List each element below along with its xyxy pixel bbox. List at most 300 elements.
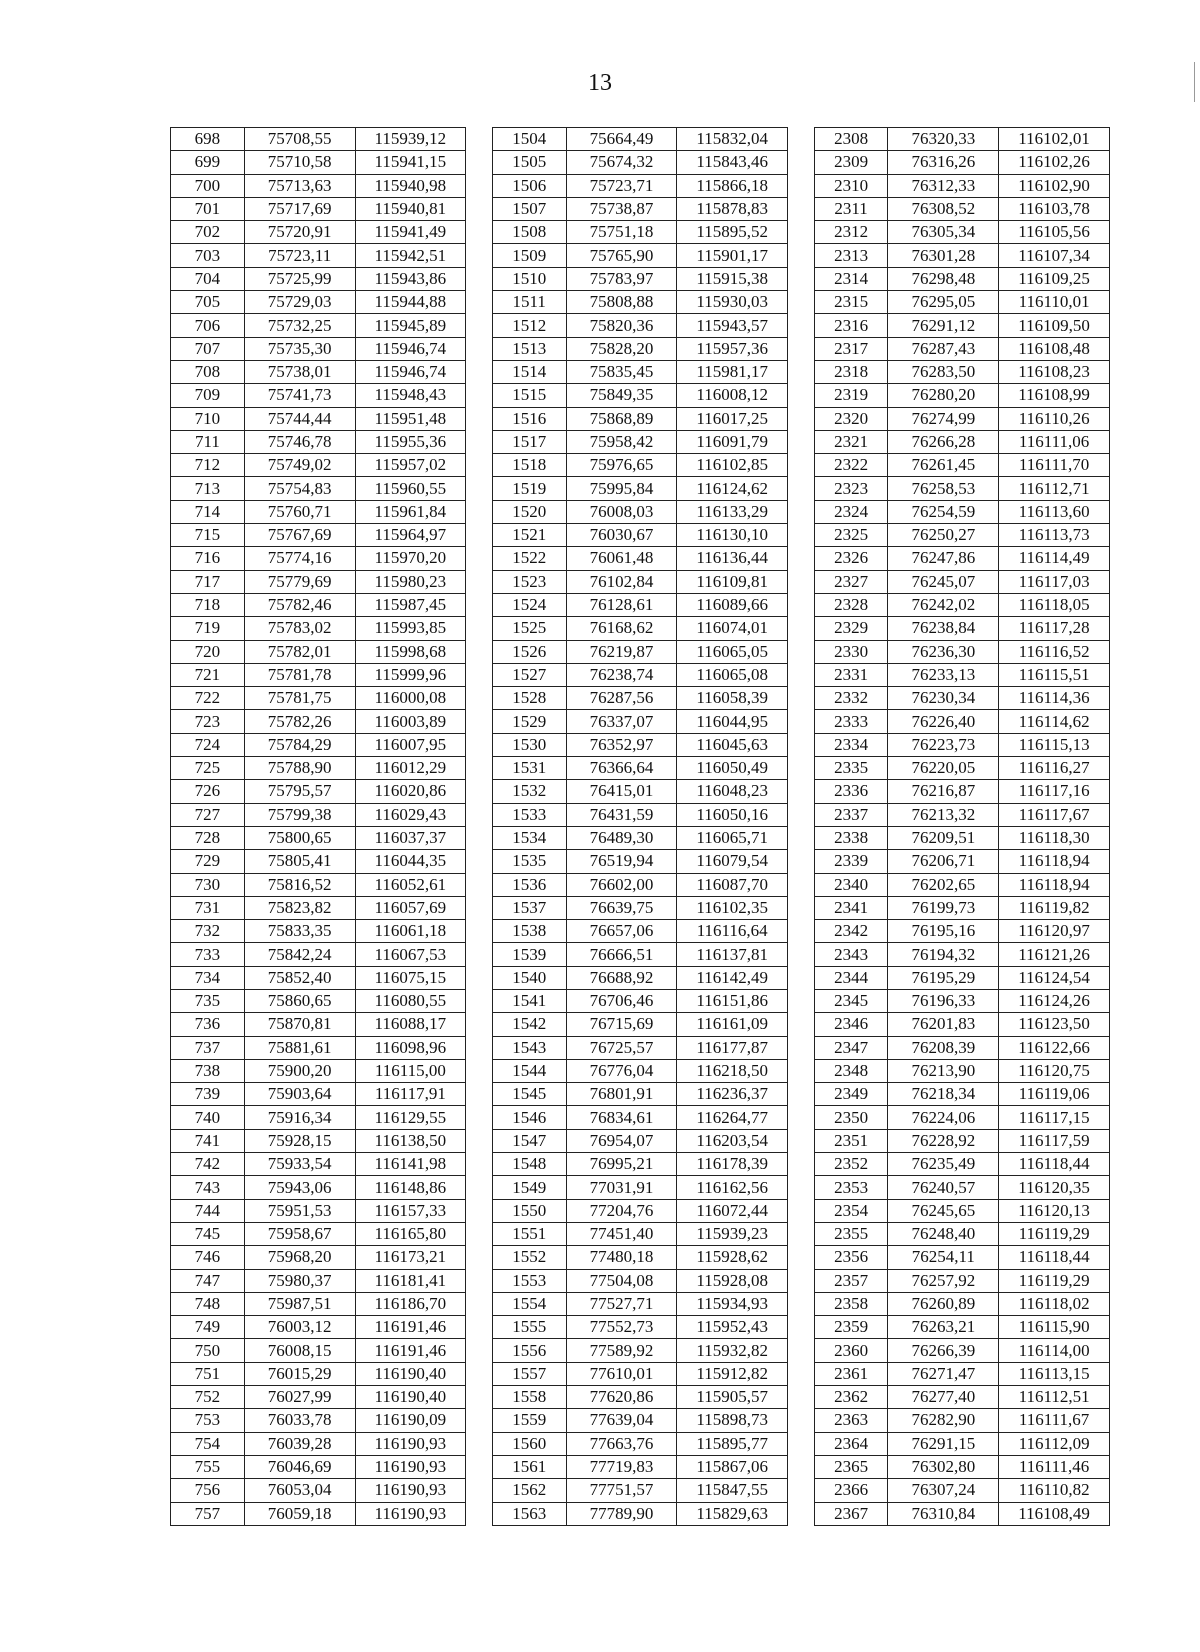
column-gap (788, 1013, 815, 1036)
x-coordinate-cell: 77610,01 (566, 1362, 677, 1385)
column-gap (788, 873, 815, 896)
y-coordinate-cell: 116113,60 (999, 500, 1110, 523)
x-coordinate-cell: 76208,39 (888, 1036, 999, 1059)
y-coordinate-cell: 116119,06 (999, 1083, 1110, 1106)
table-row (171, 267, 1110, 290)
y-coordinate-cell: 116178,39 (677, 1153, 788, 1176)
x-coordinate-cell: 76834,61 (566, 1106, 677, 1129)
y-coordinate-cell: 115847,55 (677, 1479, 788, 1502)
column-gap (788, 407, 815, 430)
point-number-cell: 2322 (814, 454, 888, 477)
table-row (171, 593, 1110, 616)
column-gap (466, 197, 493, 220)
column-gap (466, 943, 493, 966)
x-coordinate-cell: 76287,56 (566, 687, 677, 710)
point-number-cell: 711 (171, 430, 245, 453)
point-number-cell: 1530 (492, 733, 566, 756)
point-number-cell: 703 (171, 244, 245, 267)
point-number-cell: 2334 (814, 733, 888, 756)
y-coordinate-cell: 116120,97 (999, 920, 1110, 943)
y-coordinate-cell: 116112,09 (999, 1432, 1110, 1455)
x-coordinate-cell: 76216,87 (888, 780, 999, 803)
point-number-cell: 2350 (814, 1106, 888, 1129)
y-coordinate-cell: 116089,66 (677, 593, 788, 616)
x-coordinate-cell: 75767,69 (244, 524, 355, 547)
x-coordinate-cell: 75842,24 (244, 943, 355, 966)
table-row (171, 687, 1110, 710)
table-row (171, 1153, 1110, 1176)
column-gap (788, 1269, 815, 1292)
x-coordinate-cell: 76219,87 (566, 640, 677, 663)
point-number-cell: 2360 (814, 1339, 888, 1362)
point-number-cell: 2314 (814, 267, 888, 290)
column-gap (788, 314, 815, 337)
point-number-cell: 712 (171, 454, 245, 477)
x-coordinate-cell: 76271,47 (888, 1362, 999, 1385)
point-number-cell: 1554 (492, 1292, 566, 1315)
point-number-cell: 2328 (814, 593, 888, 616)
point-number-cell: 2329 (814, 617, 888, 640)
y-coordinate-cell: 116118,30 (999, 826, 1110, 849)
point-number-cell: 733 (171, 943, 245, 966)
point-number-cell: 708 (171, 360, 245, 383)
column-gap (466, 524, 493, 547)
y-coordinate-cell: 116061,18 (355, 920, 466, 943)
point-number-cell: 2313 (814, 244, 888, 267)
x-coordinate-cell: 76666,51 (566, 943, 677, 966)
point-number-cell: 1544 (492, 1059, 566, 1082)
y-coordinate-cell: 115898,73 (677, 1409, 788, 1432)
x-coordinate-cell: 75779,69 (244, 570, 355, 593)
y-coordinate-cell: 116052,61 (355, 873, 466, 896)
table-row (171, 780, 1110, 803)
y-coordinate-cell: 116102,90 (999, 174, 1110, 197)
y-coordinate-cell: 116072,44 (677, 1199, 788, 1222)
table-row (171, 454, 1110, 477)
y-coordinate-cell: 115957,36 (677, 337, 788, 360)
column-gap (466, 267, 493, 290)
x-coordinate-cell: 75799,38 (244, 803, 355, 826)
x-coordinate-cell: 77719,83 (566, 1455, 677, 1478)
table-row (171, 920, 1110, 943)
table-row (171, 1199, 1110, 1222)
y-coordinate-cell: 116117,28 (999, 617, 1110, 640)
column-gap (788, 197, 815, 220)
point-number-cell: 2355 (814, 1222, 888, 1245)
x-coordinate-cell: 75723,71 (566, 174, 677, 197)
y-coordinate-cell: 116117,16 (999, 780, 1110, 803)
x-coordinate-cell: 76250,27 (888, 524, 999, 547)
x-coordinate-cell: 76280,20 (888, 384, 999, 407)
x-coordinate-cell: 77204,76 (566, 1199, 677, 1222)
column-gap (788, 1246, 815, 1269)
column-gap (788, 1153, 815, 1176)
column-gap (466, 1153, 493, 1176)
point-number-cell: 2324 (814, 500, 888, 523)
table-row (171, 1316, 1110, 1339)
point-number-cell: 723 (171, 710, 245, 733)
point-number-cell: 1507 (492, 197, 566, 220)
y-coordinate-cell: 116048,23 (677, 780, 788, 803)
y-coordinate-cell: 116118,44 (999, 1246, 1110, 1269)
table-row (171, 1013, 1110, 1036)
table-row (171, 1502, 1110, 1525)
table-row (171, 1269, 1110, 1292)
point-number-cell: 741 (171, 1129, 245, 1152)
column-gap (466, 500, 493, 523)
y-coordinate-cell: 116111,67 (999, 1409, 1110, 1432)
x-coordinate-cell: 77639,04 (566, 1409, 677, 1432)
column-gap (788, 593, 815, 616)
x-coordinate-cell: 76295,05 (888, 291, 999, 314)
column-gap (466, 291, 493, 314)
column-gap (466, 360, 493, 383)
y-coordinate-cell: 116008,12 (677, 384, 788, 407)
point-number-cell: 2332 (814, 687, 888, 710)
point-number-cell: 740 (171, 1106, 245, 1129)
column-gap (788, 1362, 815, 1385)
x-coordinate-cell: 76236,30 (888, 640, 999, 663)
x-coordinate-cell: 76260,89 (888, 1292, 999, 1315)
x-coordinate-cell: 76302,80 (888, 1455, 999, 1478)
point-number-cell: 1524 (492, 593, 566, 616)
x-coordinate-cell: 76366,64 (566, 757, 677, 780)
column-gap (788, 291, 815, 314)
point-number-cell: 747 (171, 1269, 245, 1292)
point-number-cell: 1541 (492, 989, 566, 1012)
table-row (171, 547, 1110, 570)
column-gap (788, 663, 815, 686)
point-number-cell: 1539 (492, 943, 566, 966)
point-number-cell: 2308 (814, 128, 888, 151)
y-coordinate-cell: 115943,86 (355, 267, 466, 290)
x-coordinate-cell: 75900,20 (244, 1059, 355, 1082)
point-number-cell: 1536 (492, 873, 566, 896)
column-gap (466, 1386, 493, 1409)
point-number-cell: 2312 (814, 221, 888, 244)
column-gap (466, 710, 493, 733)
column-gap (788, 267, 815, 290)
x-coordinate-cell: 76312,33 (888, 174, 999, 197)
x-coordinate-cell: 77663,76 (566, 1432, 677, 1455)
y-coordinate-cell: 116151,86 (677, 989, 788, 1012)
x-coordinate-cell: 75849,35 (566, 384, 677, 407)
column-gap (788, 780, 815, 803)
point-number-cell: 753 (171, 1409, 245, 1432)
y-coordinate-cell: 115952,43 (677, 1316, 788, 1339)
column-gap (466, 1502, 493, 1525)
x-coordinate-cell: 76003,12 (244, 1316, 355, 1339)
column-gap (466, 593, 493, 616)
y-coordinate-cell: 115930,03 (677, 291, 788, 314)
y-coordinate-cell: 116109,50 (999, 314, 1110, 337)
column-gap (788, 1083, 815, 1106)
y-coordinate-cell: 116118,94 (999, 873, 1110, 896)
y-coordinate-cell: 116115,00 (355, 1059, 466, 1082)
table-row (171, 128, 1110, 151)
point-number-cell: 2353 (814, 1176, 888, 1199)
point-number-cell: 751 (171, 1362, 245, 1385)
y-coordinate-cell: 116130,10 (677, 524, 788, 547)
point-number-cell: 1525 (492, 617, 566, 640)
table-row (171, 477, 1110, 500)
y-coordinate-cell: 116108,99 (999, 384, 1110, 407)
x-coordinate-cell: 75735,30 (244, 337, 355, 360)
x-coordinate-cell: 75852,40 (244, 966, 355, 989)
point-number-cell: 2327 (814, 570, 888, 593)
point-number-cell: 744 (171, 1199, 245, 1222)
column-gap (788, 174, 815, 197)
x-coordinate-cell: 76027,99 (244, 1386, 355, 1409)
point-number-cell: 709 (171, 384, 245, 407)
column-gap (788, 1059, 815, 1082)
point-number-cell: 2331 (814, 663, 888, 686)
column-gap (788, 1106, 815, 1129)
table-row (171, 384, 1110, 407)
x-coordinate-cell: 76202,65 (888, 873, 999, 896)
x-coordinate-cell: 75781,75 (244, 687, 355, 710)
point-number-cell: 1513 (492, 337, 566, 360)
column-gap (466, 454, 493, 477)
y-coordinate-cell: 116190,93 (355, 1432, 466, 1455)
x-coordinate-cell: 76230,34 (888, 687, 999, 710)
y-coordinate-cell: 115905,57 (677, 1386, 788, 1409)
y-coordinate-cell: 116173,21 (355, 1246, 466, 1269)
y-coordinate-cell: 115829,63 (677, 1502, 788, 1525)
point-number-cell: 1559 (492, 1409, 566, 1432)
point-number-cell: 1517 (492, 430, 566, 453)
point-number-cell: 2365 (814, 1455, 888, 1478)
x-coordinate-cell: 75664,49 (566, 128, 677, 151)
table-row (171, 221, 1110, 244)
column-gap (466, 757, 493, 780)
x-coordinate-cell: 76213,90 (888, 1059, 999, 1082)
x-coordinate-cell: 75732,25 (244, 314, 355, 337)
y-coordinate-cell: 115941,15 (355, 151, 466, 174)
point-number-cell: 1553 (492, 1269, 566, 1292)
column-gap (788, 1409, 815, 1432)
x-coordinate-cell: 76489,30 (566, 826, 677, 849)
point-number-cell: 2339 (814, 850, 888, 873)
x-coordinate-cell: 75868,89 (566, 407, 677, 430)
x-coordinate-cell: 76209,51 (888, 826, 999, 849)
x-coordinate-cell: 76602,00 (566, 873, 677, 896)
x-coordinate-cell: 76238,74 (566, 663, 677, 686)
table-row (171, 1362, 1110, 1385)
y-coordinate-cell: 115932,82 (677, 1339, 788, 1362)
point-number-cell: 1533 (492, 803, 566, 826)
column-gap (788, 477, 815, 500)
point-number-cell: 1518 (492, 454, 566, 477)
x-coordinate-cell: 76801,91 (566, 1083, 677, 1106)
y-coordinate-cell: 116190,40 (355, 1386, 466, 1409)
column-gap (788, 896, 815, 919)
point-number-cell: 714 (171, 500, 245, 523)
point-number-cell: 1506 (492, 174, 566, 197)
table-row (171, 943, 1110, 966)
x-coordinate-cell: 76657,06 (566, 920, 677, 943)
table-row (171, 197, 1110, 220)
column-gap (788, 384, 815, 407)
y-coordinate-cell: 116118,02 (999, 1292, 1110, 1315)
x-coordinate-cell: 76223,73 (888, 733, 999, 756)
x-coordinate-cell: 76261,45 (888, 454, 999, 477)
x-coordinate-cell: 76206,71 (888, 850, 999, 873)
column-gap (466, 780, 493, 803)
x-coordinate-cell: 76307,24 (888, 1479, 999, 1502)
column-gap (788, 943, 815, 966)
x-coordinate-cell: 76039,28 (244, 1432, 355, 1455)
point-number-cell: 1526 (492, 640, 566, 663)
point-number-cell: 1561 (492, 1455, 566, 1478)
x-coordinate-cell: 76320,33 (888, 128, 999, 151)
table-row (171, 291, 1110, 314)
x-coordinate-cell: 75820,36 (566, 314, 677, 337)
y-coordinate-cell: 116177,87 (677, 1036, 788, 1059)
column-gap (466, 826, 493, 849)
point-number-cell: 1531 (492, 757, 566, 780)
column-gap (788, 570, 815, 593)
column-gap (466, 221, 493, 244)
y-coordinate-cell: 115941,49 (355, 221, 466, 244)
point-number-cell: 722 (171, 687, 245, 710)
x-coordinate-cell: 76226,40 (888, 710, 999, 733)
point-number-cell: 707 (171, 337, 245, 360)
x-coordinate-cell: 75738,87 (566, 197, 677, 220)
point-number-cell: 1556 (492, 1339, 566, 1362)
point-number-cell: 737 (171, 1036, 245, 1059)
point-number-cell: 2340 (814, 873, 888, 896)
table-row (171, 757, 1110, 780)
table-row (171, 1479, 1110, 1502)
point-number-cell: 1558 (492, 1386, 566, 1409)
point-number-cell: 2323 (814, 477, 888, 500)
point-number-cell: 1521 (492, 524, 566, 547)
scan-edge-mark (1194, 62, 1198, 102)
point-number-cell: 2352 (814, 1153, 888, 1176)
column-gap (788, 1432, 815, 1455)
x-coordinate-cell: 76352,97 (566, 733, 677, 756)
y-coordinate-cell: 116020,86 (355, 780, 466, 803)
point-number-cell: 738 (171, 1059, 245, 1082)
x-coordinate-cell: 75725,99 (244, 267, 355, 290)
table-row (171, 174, 1110, 197)
table-row (171, 1106, 1110, 1129)
y-coordinate-cell: 116088,17 (355, 1013, 466, 1036)
x-coordinate-cell: 75828,20 (566, 337, 677, 360)
y-coordinate-cell: 116107,34 (999, 244, 1110, 267)
x-coordinate-cell: 75916,34 (244, 1106, 355, 1129)
point-number-cell: 1529 (492, 710, 566, 733)
column-gap (466, 1269, 493, 1292)
y-coordinate-cell: 116111,70 (999, 454, 1110, 477)
point-number-cell: 1535 (492, 850, 566, 873)
table-row (171, 896, 1110, 919)
point-number-cell: 1511 (492, 291, 566, 314)
x-coordinate-cell: 76291,12 (888, 314, 999, 337)
x-coordinate-cell: 76301,28 (888, 244, 999, 267)
x-coordinate-cell: 77480,18 (566, 1246, 677, 1269)
x-coordinate-cell: 76247,86 (888, 547, 999, 570)
y-coordinate-cell: 116117,03 (999, 570, 1110, 593)
point-number-cell: 720 (171, 640, 245, 663)
point-number-cell: 727 (171, 803, 245, 826)
point-number-cell: 1505 (492, 151, 566, 174)
table-row (171, 500, 1110, 523)
column-gap (466, 1432, 493, 1455)
point-number-cell: 2354 (814, 1199, 888, 1222)
table-row (171, 803, 1110, 826)
point-number-cell: 2317 (814, 337, 888, 360)
point-number-cell: 1527 (492, 663, 566, 686)
column-gap (788, 757, 815, 780)
y-coordinate-cell: 116119,82 (999, 896, 1110, 919)
column-gap (466, 1362, 493, 1385)
x-coordinate-cell: 76257,92 (888, 1269, 999, 1292)
column-gap (466, 314, 493, 337)
point-number-cell: 736 (171, 1013, 245, 1036)
point-number-cell: 756 (171, 1479, 245, 1502)
x-coordinate-cell: 76046,69 (244, 1455, 355, 1478)
x-coordinate-cell: 76316,26 (888, 151, 999, 174)
point-number-cell: 1508 (492, 221, 566, 244)
y-coordinate-cell: 116114,00 (999, 1339, 1110, 1362)
x-coordinate-cell: 75746,78 (244, 430, 355, 453)
column-gap (788, 1036, 815, 1059)
y-coordinate-cell: 116118,94 (999, 850, 1110, 873)
column-gap (788, 1316, 815, 1339)
point-number-cell: 2341 (814, 896, 888, 919)
point-number-cell: 2336 (814, 780, 888, 803)
x-coordinate-cell: 76291,15 (888, 1432, 999, 1455)
point-number-cell: 2345 (814, 989, 888, 1012)
x-coordinate-cell: 75741,73 (244, 384, 355, 407)
table-row (171, 314, 1110, 337)
x-coordinate-cell: 76248,40 (888, 1222, 999, 1245)
x-coordinate-cell: 76274,99 (888, 407, 999, 430)
x-coordinate-cell: 76238,84 (888, 617, 999, 640)
x-coordinate-cell: 75808,88 (566, 291, 677, 314)
x-coordinate-cell: 76128,61 (566, 593, 677, 616)
table-row (171, 1432, 1110, 1455)
x-coordinate-cell: 77751,57 (566, 1479, 677, 1502)
point-number-cell: 710 (171, 407, 245, 430)
point-number-cell: 2316 (814, 314, 888, 337)
column-gap (466, 151, 493, 174)
y-coordinate-cell: 116065,08 (677, 663, 788, 686)
x-coordinate-cell: 76258,53 (888, 477, 999, 500)
x-coordinate-cell: 75881,61 (244, 1036, 355, 1059)
y-coordinate-cell: 116110,82 (999, 1479, 1110, 1502)
y-coordinate-cell: 116117,59 (999, 1129, 1110, 1152)
y-coordinate-cell: 116050,49 (677, 757, 788, 780)
x-coordinate-cell: 75781,78 (244, 663, 355, 686)
column-gap (788, 803, 815, 826)
y-coordinate-cell: 115955,36 (355, 430, 466, 453)
column-gap (466, 174, 493, 197)
x-coordinate-cell: 75751,18 (566, 221, 677, 244)
table-row (171, 640, 1110, 663)
point-number-cell: 2349 (814, 1083, 888, 1106)
column-gap (466, 1199, 493, 1222)
point-number-cell: 2363 (814, 1409, 888, 1432)
table-row (171, 733, 1110, 756)
point-number-cell: 2326 (814, 547, 888, 570)
y-coordinate-cell: 115928,08 (677, 1269, 788, 1292)
x-coordinate-cell: 76954,07 (566, 1129, 677, 1152)
point-number-cell: 2335 (814, 757, 888, 780)
point-number-cell: 2338 (814, 826, 888, 849)
